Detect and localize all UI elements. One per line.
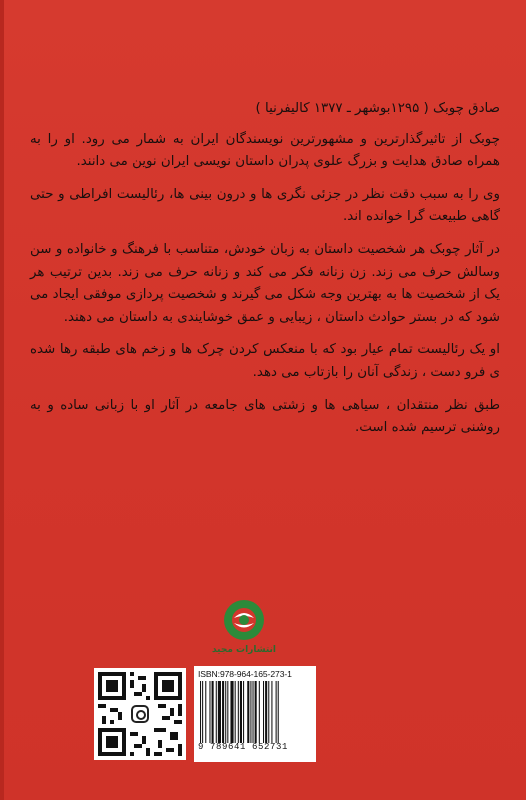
author-line: صادق چوبک ( ۱۲۹۵بوشهر ـ ۱۳۷۷ کالیفرنیا ) bbox=[255, 101, 500, 116]
blurb-paragraph-5: طبق نظر منتقدان ، سیاهی ها و زشتی های جامعه در آثار او با زبانی ساده و به روشنی ترسیم شده است. bbox=[30, 397, 500, 436]
blurb-paragraph-1: چوبک از تاثیرگذارترین و مشهورترین نویسندگان ایران به شمار می رود. او را به همراه صادق هدایت و بزرگ علوی پدران داستان نویسی ایران نوین می دانند. bbox=[30, 131, 500, 170]
barcode-bar bbox=[271, 681, 272, 743]
barcode-bar bbox=[230, 681, 233, 743]
isbn-label: ISBN:978-964-165-273-1 bbox=[198, 669, 292, 679]
barcode-bar bbox=[268, 681, 269, 743]
qr-logo-badge bbox=[126, 700, 154, 728]
barcode-bar bbox=[222, 681, 224, 743]
barcode-bar bbox=[255, 681, 257, 743]
barcode-bar bbox=[205, 681, 206, 743]
barcode-bar bbox=[247, 681, 249, 743]
barcode-bar bbox=[243, 681, 244, 743]
barcode-bar bbox=[218, 681, 221, 743]
blurb-paragraph-4: او یک رئالیست تمام عیار بود که با منعکس کردن چرک ها و زخم های طبقه رها شده ی فرو دست ، زندگی آنان را بازتاب می دهد. bbox=[30, 342, 500, 380]
barcode-bar bbox=[225, 681, 226, 743]
barcode-bar bbox=[212, 681, 214, 743]
barcode-bar bbox=[240, 681, 242, 743]
barcode-bar bbox=[235, 681, 236, 743]
cover-edge bbox=[0, 0, 4, 800]
barcode-bar bbox=[263, 681, 264, 743]
barcode-bar bbox=[276, 681, 277, 743]
barcode-bar bbox=[216, 681, 217, 743]
publisher-name: انتشارات مجید bbox=[211, 645, 277, 655]
qr-code[interactable] bbox=[94, 668, 186, 760]
barcode-bar bbox=[250, 681, 251, 743]
barcode-bar bbox=[278, 681, 279, 743]
instagram-icon bbox=[131, 705, 149, 723]
blurb-text bbox=[30, 98, 500, 450]
blurb-paragraph-2: وی را به سبب دقت نظر در جزئی نگری ها و درون بینی ها، رئالیست افراطی و حتی گاهی طبیعت گرا خوانده اند. bbox=[30, 186, 500, 225]
barcode-bar bbox=[259, 681, 260, 743]
blurb-paragraph-3: در آثار چوبک هر شخصیت داستان به زبان خودش، متناسب با فرهنگ و خانواده و سن وسالش حرف می زند. زن زنانه فکر می کند و زنانه حرف می زند. بدین ترتیب هر یک از شخصیت ها به بهترین وجه شکل می گیرند و شخصیت پردازی موفقی ایجاد می شود که در بستر حوادث داستان ، زیبایی و عمق خوشایندی به داستان می دهند. bbox=[30, 241, 500, 325]
barcode-bars bbox=[198, 681, 310, 743]
barcode-bar bbox=[202, 681, 203, 743]
barcode-bar bbox=[253, 681, 254, 743]
barcode-bar bbox=[227, 681, 228, 743]
barcode-bar bbox=[200, 681, 201, 743]
barcode-number: 9 789641 652731 bbox=[198, 742, 289, 752]
barcode-bar bbox=[265, 681, 267, 743]
barcode-bar bbox=[238, 681, 239, 743]
barcode-bar bbox=[209, 681, 210, 743]
publisher-logo-icon bbox=[222, 598, 266, 642]
isbn-barcode bbox=[194, 666, 316, 762]
